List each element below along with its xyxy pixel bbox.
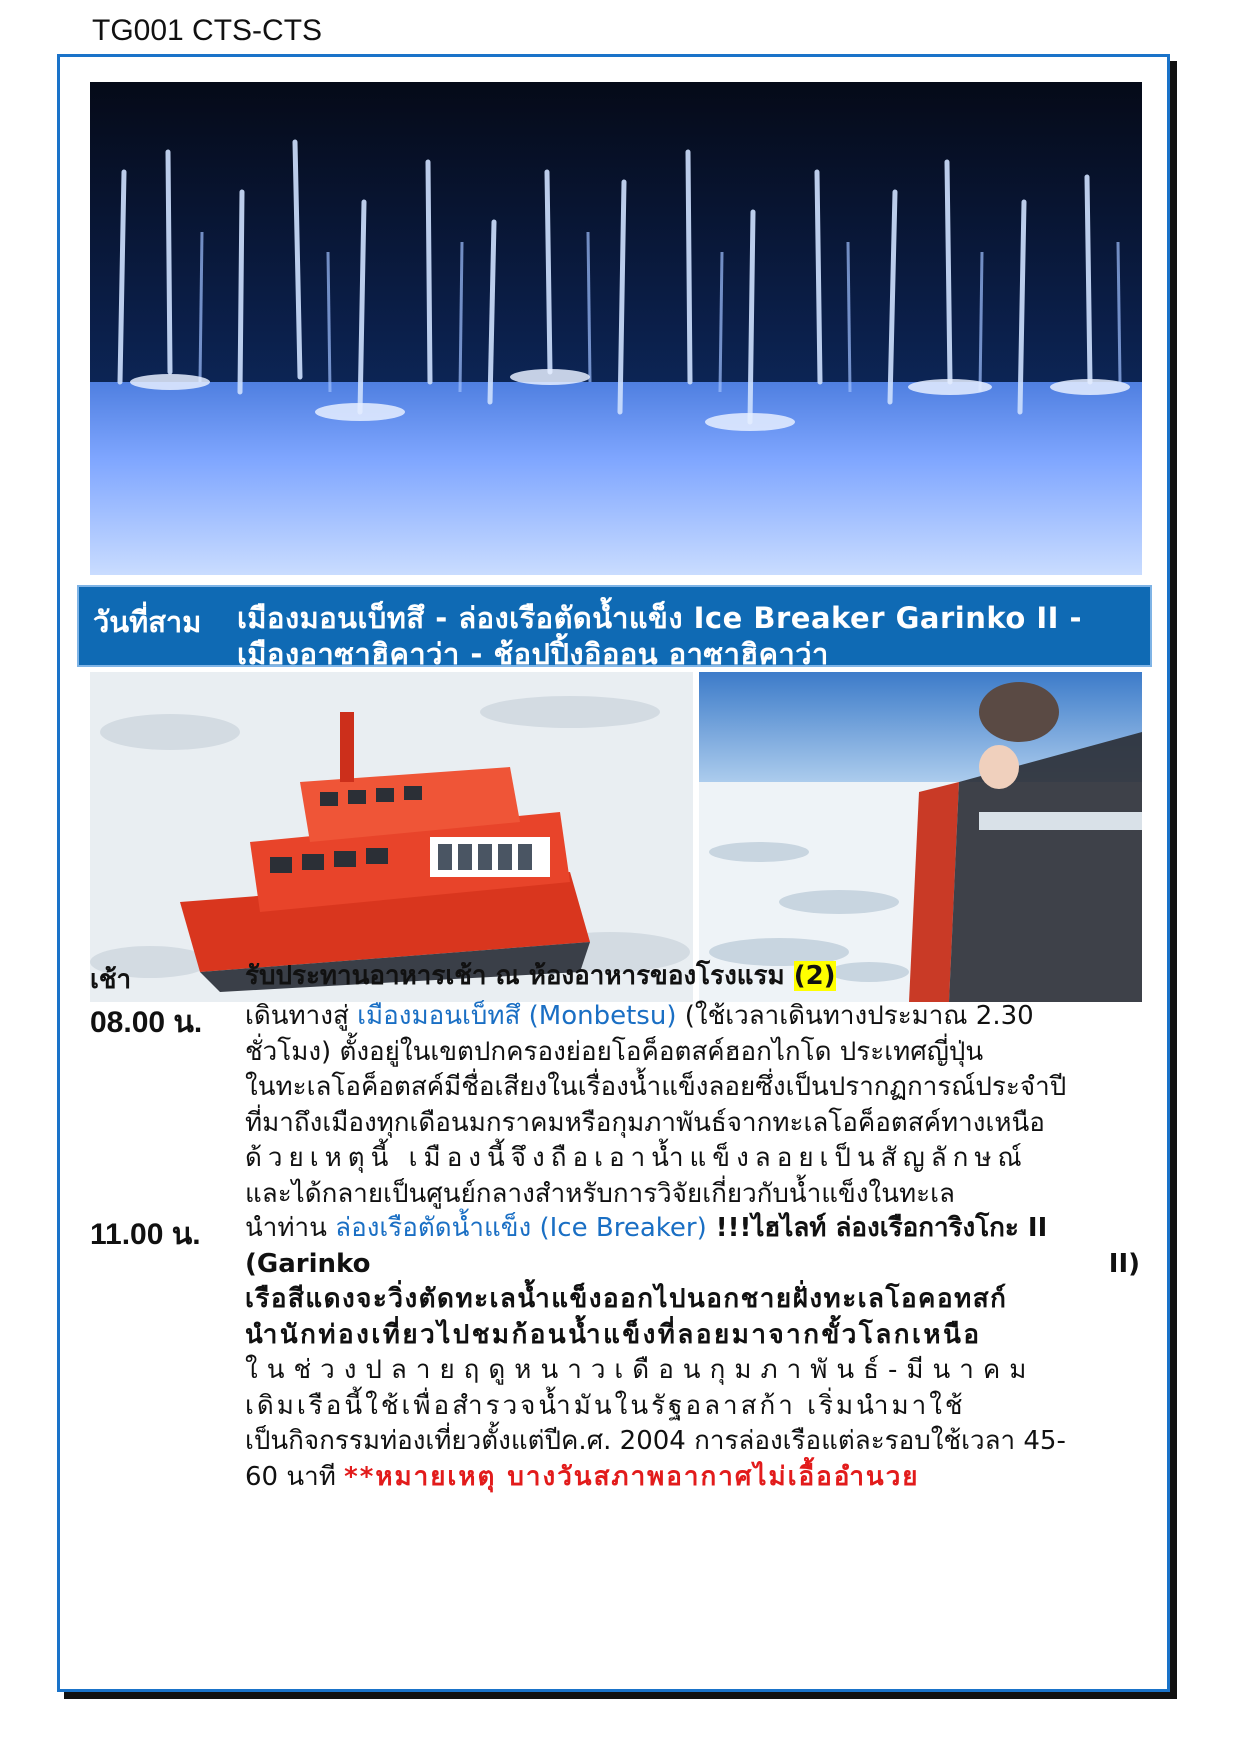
text-0800-line-1: [245, 999, 1140, 1035]
text-1100-line-7: เป็นกิจกรรมท่องเที่ยวตั้งแต่ปีค.ศ. 2004 การล่องเรือแต่ละรอบใช้เวลา 45-: [245, 1426, 1066, 1456]
garinko-highlight: !!!ไฮไลท์ ล่องเรือการิงโกะ II: [706, 1213, 1048, 1243]
text-0800-line-6: และได้กลายเป็นศูนย์กลางสำหรับการวิจัยเกี่ยวกับน้ำแข็งในทะเล: [245, 1178, 955, 1209]
text-0800-line-5: ด้วยเหตุนี้ เมืองนี้จึงถือเอาน้ำแข็งลอยเป็นสัญลักษณ์: [245, 1143, 1028, 1173]
text-0800: [245, 999, 1140, 1212]
text-1100-line-5: ในช่วงปลายฤดูหนาวเดือนกุมภาพันธ์-มีนาคม: [245, 1355, 1036, 1385]
morning-text: [245, 959, 1140, 995]
time-0800: 08.00 น.: [90, 1006, 203, 1039]
text-1100-line-2: [245, 1247, 1140, 1283]
time-1100: 11.00 น.: [90, 1218, 201, 1251]
day-route-line-1: เมืองมอนเบ็ทสึ - ล่องเรือตัดน้ำแข็ง Ice Breaker Garinko II -: [237, 601, 1083, 635]
page-frame: [57, 54, 1170, 1692]
monbetsu-highlight: เมืองมอนเบ็ทสึ (Monbetsu): [357, 1001, 677, 1031]
blue-pond-night-icon: [90, 82, 1142, 575]
text-0800-line-2: ชั่วโมง) ตั้งอยู่ในเขตปกครองย่อยโอค็อตสค์ฮอกไกโด ประเทศญี่ปุ่น: [245, 1036, 984, 1067]
text-1100-line-1: [245, 1211, 1140, 1247]
document-code: TG001 CTS-CTS: [92, 14, 323, 47]
garinko-label-a: (Garinko: [245, 1248, 371, 1279]
garinko-label-b: II): [1108, 1248, 1140, 1279]
text-1100-line-3: เรือสีแดงจะวิ่งตัดทะเลน้ำแข็งออกไปนอกชายฝั่งทะเลโอคอทสก์: [245, 1284, 1008, 1314]
text-1100-line-8: [245, 1460, 1140, 1496]
weather-remark: **หมายเหตุ บางวันสภาพอากาศไม่เอื้ออำนวย: [344, 1461, 920, 1492]
duration-text: 60 นาที: [245, 1461, 345, 1492]
icebreaker-ship-photo: [90, 672, 693, 1002]
day-banner: [77, 585, 1152, 671]
text-1100-line-6: เดิมเรือนี้ใช้เพื่อสำรวจน้ำมันในรัฐอลาสก้า เริ่มนำมาใช้: [245, 1390, 966, 1421]
text-1100-line-4: นำนักท่องเที่ยวไปชมก้อนน้ำแข็งที่ลอยมาจากขั้วโลกเหนือ: [245, 1319, 982, 1350]
text-0800-line-3: ในทะเลโอค็อตสค์มีชื่อเสียงในเรื่องน้ำแข็งลอยซึ่งเป็นปรากฏการณ์ประจำปี: [245, 1072, 1067, 1102]
icebreaker-ship-icon: [90, 672, 693, 1002]
day-label: วันที่สาม: [93, 605, 202, 639]
breakfast-text: รับประทานอาหารเช้า ณ ห้องอาหารของโรงแรม: [245, 961, 785, 991]
deck-tourists-photo: [699, 672, 1142, 1002]
ice-breaker-highlight: ล่องเรือตัดน้ำแข็ง (Ice Breaker): [335, 1213, 707, 1243]
deck-tourists-icon: [699, 672, 1142, 1002]
text-1100-pre: นำท่าน: [245, 1213, 336, 1243]
meal-count-badge: (2): [793, 961, 836, 991]
text-0800-pre: เดินทางสู่: [245, 1001, 358, 1031]
text-0800-line-4: ที่มาถึงเมืองทุกเดือนมกราคมหรือกุมภาพันธ์จากทะเลโอค็อตสค์ทางเหนือ: [245, 1107, 1045, 1138]
blue-pond-night-photo: [90, 82, 1142, 575]
time-morning: เช้า: [90, 965, 132, 995]
text-0800-line-1-rest: (ใช้เวลาเดินทางประมาณ 2.30: [676, 1001, 1034, 1031]
day-route-line-2: เมืองอาซาฮิคาว่า - ช้อปปิ้งอิออน อาซาฮิคาว่า: [237, 637, 829, 671]
text-1100: [245, 1211, 1140, 1495]
